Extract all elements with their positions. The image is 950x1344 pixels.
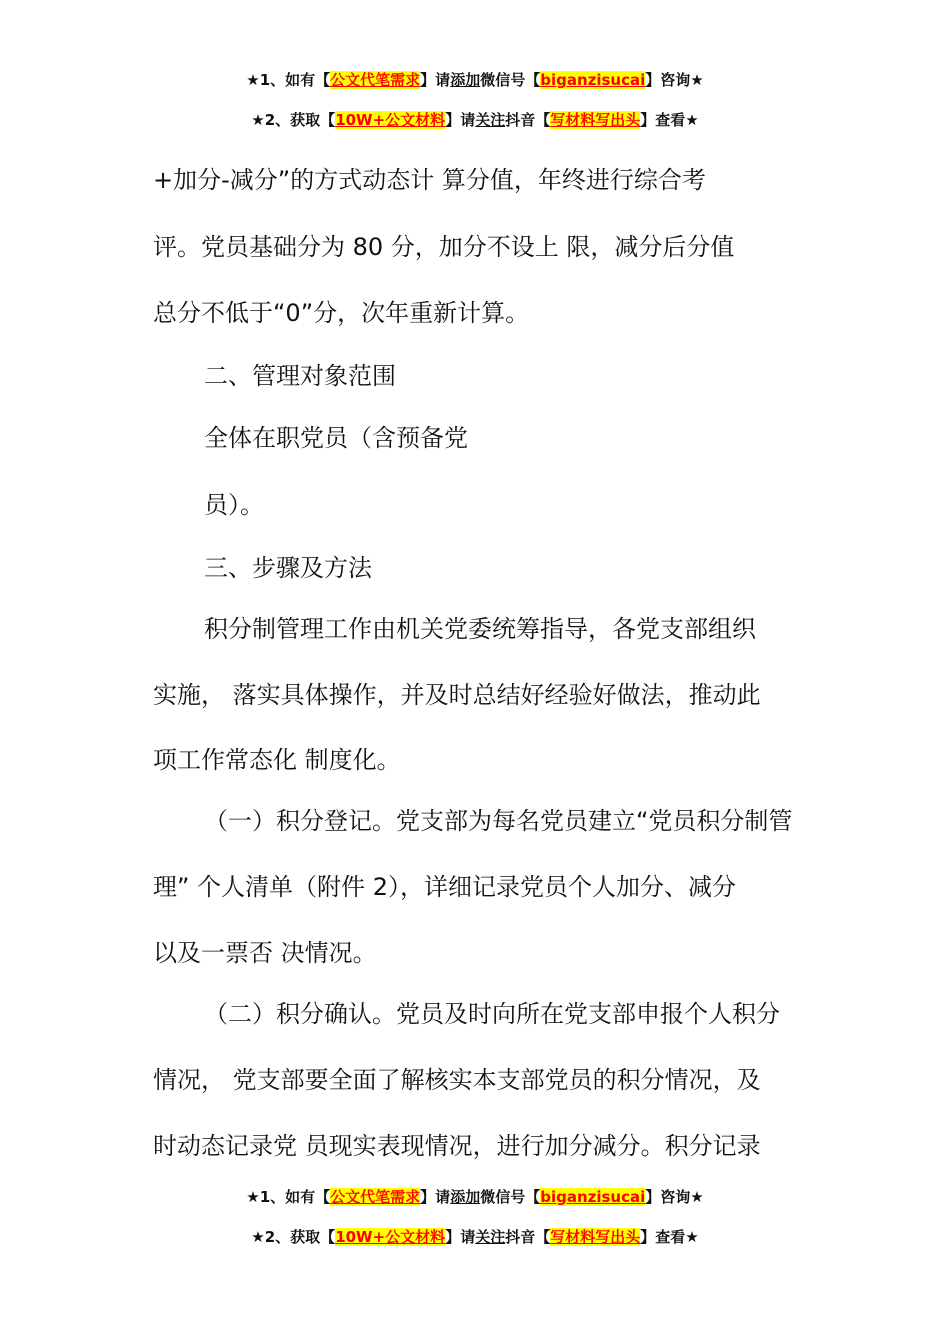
footer-line1-highlight-service: 公文代笔需求	[330, 1188, 421, 1206]
footer-line1-prefix: ★1、如有【	[246, 1188, 331, 1206]
body-line: （二）积分确认。党员及时向所在党支部申报个人积分	[204, 1000, 780, 1028]
footer-line2-underline-follow: 关注	[475, 1228, 506, 1246]
header-line1-prefix: ★1、如有【	[246, 71, 331, 89]
footer-line1-suffix: 】咨询★	[645, 1188, 704, 1206]
body-line: 实施， 落实具体操作，并及时总结好经验好做法，推动此	[153, 681, 761, 709]
header-promo-line-1	[0, 69, 950, 91]
body-line: 评。党员基础分为 80 分，加分不设上 限，减分后分值	[153, 233, 735, 261]
header-line1-underline-add: 添加	[450, 71, 481, 89]
section-heading-scope: 二、管理对象范围	[204, 362, 396, 390]
header-line2-mid1: 】请	[445, 111, 476, 129]
body-line: 时动态记录党 员现实表现情况，进行加分减分。积分记录	[153, 1132, 761, 1160]
header-line2-highlight-materials: 10W+公文材料	[335, 111, 446, 129]
body-line: 员）。	[204, 491, 264, 519]
body-line: 积分制管理工作由机关党委统筹指导，各党支部组织	[204, 615, 756, 643]
footer-line2-highlight-douyin: 写材料写出头	[550, 1228, 641, 1246]
footer-line1-mid1: 】请	[420, 1188, 451, 1206]
body-line: 情况， 党支部要全面了解核实本支部党员的积分情况，及	[153, 1066, 761, 1094]
header-promo-line-2	[0, 109, 950, 131]
body-line: 全体在职党员（含预备党	[204, 424, 468, 452]
header-line2-underline-follow: 关注	[475, 111, 506, 129]
footer-promo-line-2	[0, 1226, 950, 1248]
footer-line2-highlight-materials: 10W+公文材料	[335, 1228, 446, 1246]
body-line: 以及一票否 决情况。	[153, 939, 377, 967]
footer-promo-line-1	[0, 1186, 950, 1208]
section-heading-steps: 三、步骤及方法	[204, 554, 372, 582]
body-line: +加分-减分”的方式动态计 算分值，年终进行综合考	[153, 166, 706, 194]
header-line2-suffix: 】查看★	[640, 111, 699, 129]
header-line2-prefix: ★2、获取【	[251, 111, 336, 129]
header-line2-highlight-douyin: 写材料写出头	[550, 111, 641, 129]
footer-line1-highlight-wechat: biganzisucai	[540, 1188, 646, 1206]
body-line: 项工作常态化 制度化。	[153, 746, 401, 774]
header-line1-suffix: 】咨询★	[645, 71, 704, 89]
footer-line2-mid1: 】请	[445, 1228, 476, 1246]
footer-line1-underline-add: 添加	[450, 1188, 481, 1206]
footer-line1-mid2: 微信号【	[480, 1188, 541, 1206]
footer-line2-mid2: 抖音【	[505, 1228, 551, 1246]
body-line: 总分不低于“0”分，次年重新计算。	[153, 299, 530, 327]
header-line1-highlight-service: 公文代笔需求	[330, 71, 421, 89]
header-line1-mid2: 微信号【	[480, 71, 541, 89]
header-line2-mid2: 抖音【	[505, 111, 551, 129]
header-line1-mid1: 】请	[420, 71, 451, 89]
footer-line2-suffix: 】查看★	[640, 1228, 699, 1246]
body-line: 理” 个人清单（附件 2），详细记录党员个人加分、减分	[153, 873, 736, 901]
body-line: （一）积分登记。党支部为每名党员建立“党员积分制管	[204, 807, 793, 835]
header-line1-highlight-wechat: biganzisucai	[540, 71, 646, 89]
footer-line2-prefix: ★2、获取【	[251, 1228, 336, 1246]
